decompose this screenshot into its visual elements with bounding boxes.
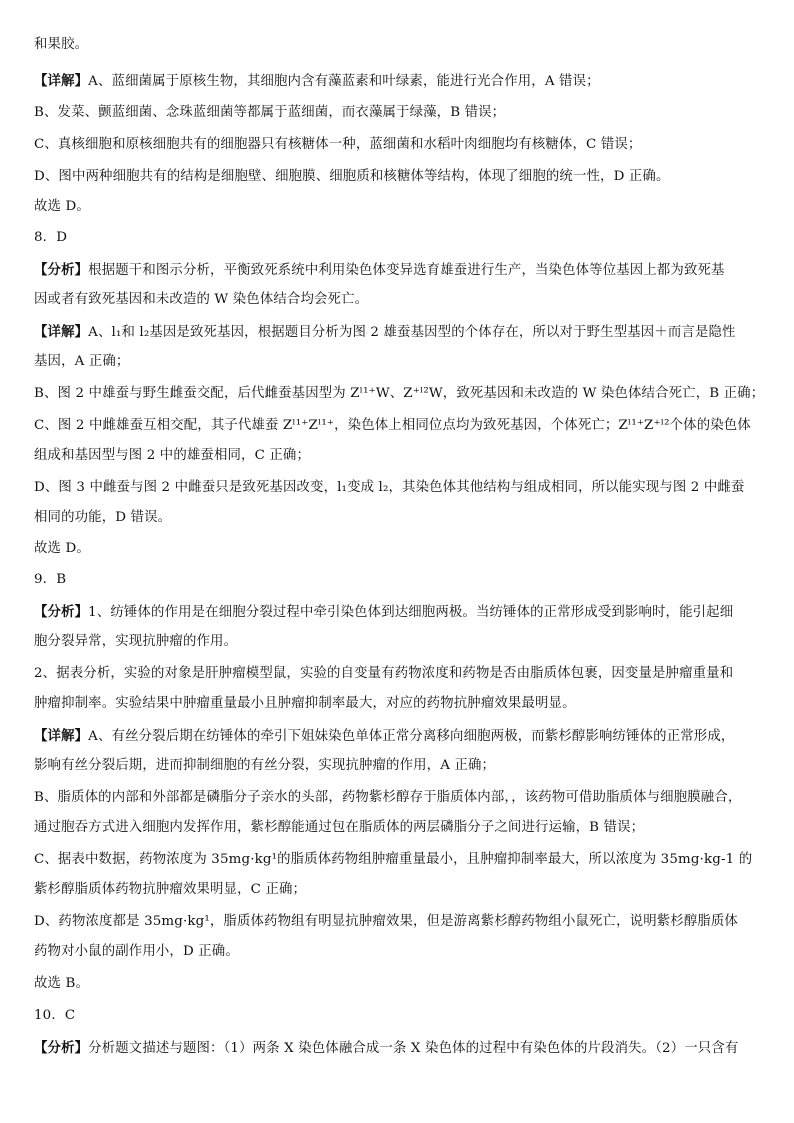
line-text: 故选 D。 [34,199,90,214]
text-line [34,694,769,714]
text-line [34,756,769,776]
text-line [34,664,769,684]
section-tag: 【分析】 [34,1040,89,1056]
line-text: 相同的功能，D 错误。 [34,510,172,525]
section-tag: 【分析】 [34,604,89,620]
text-line [34,35,769,55]
text-line [34,228,769,248]
line-text: B、图 2 中雄蚕与野生雌蚕交配，后代雌蚕基因型为 Zˡ¹⁺W、Z⁺ˡ²W，致死基因和未改造的 W 染色体结合死亡，B 正确； [34,386,765,401]
section-tag: 【详解】 [34,728,89,744]
text-line [34,167,769,187]
text-line [34,850,769,870]
line-text: 基因，A 正确； [34,354,130,369]
line-text: 故选 D。 [34,541,90,556]
line-text: B、发菜、颤蓝细菌、念珠蓝细菌等都属于蓝细菌，而衣藻属于绿藻，B 错误； [34,105,506,120]
line-text: 分析题文描述与题图：（1）两条 X 染色体融合成一条 X 染色体的过程中有染色体的片段消失。（2）一只含有 [88,1041,739,1056]
line-text: D、图中两种细胞共有的结构是细胞壁、细胞膜、细胞质和核糖体等结构，体现了细胞的统一性，D 正确。 [34,169,670,184]
line-text: 1、纺锤体的作用是在细胞分裂过程中牵引染色体到达细胞两极。当纺锤体的正常形成受到影响时，能引起细 [88,605,734,620]
section-tag: 【详解】 [34,324,89,340]
line-text: 8．D [34,230,68,245]
text-line [34,632,769,652]
line-text: 根据题干和图示分析，平衡致死系统中利用染色体变异选育雄蚕进行生产，当染色体等位基因上都为致死基 [88,263,725,278]
line-text: B、脂质体的内部和外部都是磷脂分子亲水的头部，药物紫杉醇存于脂质体内部，，该药物可借助脂质体与细胞膜融合， [34,790,742,805]
line-text: A、有丝分裂后期在纺锤体的牵引下姐妹染色单体正常分离移向细胞两极，而紫杉醇影响纺锤体的正常形成， [88,729,735,744]
line-text: 故选 B。 [34,976,90,991]
text-line [34,384,769,404]
line-text: D、图 3 中雌蚕与图 2 中雌蚕只是致死基因改变，l₁变成 l₂，其染色体其他结构与组成相同，所以能实现与图 2 中雌蚕 [34,480,745,495]
text-line [34,539,769,559]
section-tag: 【详解】 [34,73,89,89]
line-text: A、蓝细菌属于原核生物，其细胞内含有藻蓝素和叶绿素，能进行光合作用，A 错误； [88,74,600,89]
text-line [34,570,769,590]
text-line [34,478,769,498]
line-text: 和果胶。 [34,37,89,52]
line-text: 药物对小鼠的副作用小，D 正确。 [34,944,239,959]
line-text: C、图 2 中雌雄蚕互相交配，其子代雄蚕 Zˡ¹⁺Zˡ¹⁺，染色体上相同位点均为致死基因，个体死亡；Zˡ¹⁺Z⁺ˡ²个体的染色体 [34,418,751,433]
text-line [34,942,769,962]
text-line [34,974,769,994]
text-line [34,726,769,747]
text-line [34,1038,769,1059]
text-line [34,103,769,123]
line-text: D、药物浓度都是 35mg·kg¹，脂质体药物组有明显抗肿瘤效果，但是游离紫杉醇药物组小鼠死亡，说明紫杉醇脂质体 [34,914,738,929]
text-line [34,260,769,281]
text-line [34,197,769,217]
text-line [34,788,769,808]
text-line [34,322,769,343]
line-text: 影响有丝分裂后期，进而抑制细胞的有丝分裂，实现抗肿瘤的作用，A 正确； [34,758,496,773]
line-text: 2、据表分析，实验的对象是肝肿瘤模型鼠，实验的自变量有药物浓度和药物是否由脂质体包裹，因变量是肿瘤重量和 [34,666,734,681]
text-line [34,508,769,528]
text-line [34,880,769,900]
line-text: 肿瘤抑制率。实验结果中肿瘤重量最小且肿瘤抑制率最大，对应的药物抗肿瘤效果最明显。 [34,696,576,711]
text-line [34,71,769,92]
line-text: 9．B [34,572,67,587]
text-line [34,602,769,623]
line-text: 10．C [34,1008,76,1023]
text-line [34,912,769,932]
line-text: C、真核细胞和原核细胞共有的细胞器只有核糖体一种，蓝细菌和水稻叶肉细胞均有核糖体，C 错误； [34,137,642,152]
text-line [34,290,769,310]
line-text: C、据表中数据，药物浓度为 35mg·kg¹的脂质体药物组肿瘤重量最小，且肿瘤抑制率最大，所以浓度为 35mg·kg-1 的 [34,852,753,867]
text-line [34,446,769,466]
text-line [34,1006,769,1026]
text-line [34,818,769,838]
text-line [34,135,769,155]
text-line [34,416,769,436]
line-text: 紫杉醇脂质体药物抗肿瘤效果明显，C 正确； [34,882,307,897]
section-tag: 【分析】 [34,262,89,278]
line-text: A、l₁和 l₂基因是致死基因，根据题目分析为图 2 雄蚕基因型的个体存在，所以对于野生型基因＋而言是隐性 [88,325,736,340]
line-text: 组成和基因型与图 2 中的雄蚕相同，C 正确； [34,448,311,463]
text-line [34,352,769,372]
line-text: 因或者有致死基因和未改造的 W 染色体结合均会死亡。 [34,292,369,307]
line-text: 胞分裂异常，实现抗肿瘤的作用。 [34,634,238,649]
line-text: 通过胞吞方式进入细胞内发挥作用，紫杉醇能通过包在脂质体的两层磷脂分子之间进行运输，B 错误； [34,820,645,835]
